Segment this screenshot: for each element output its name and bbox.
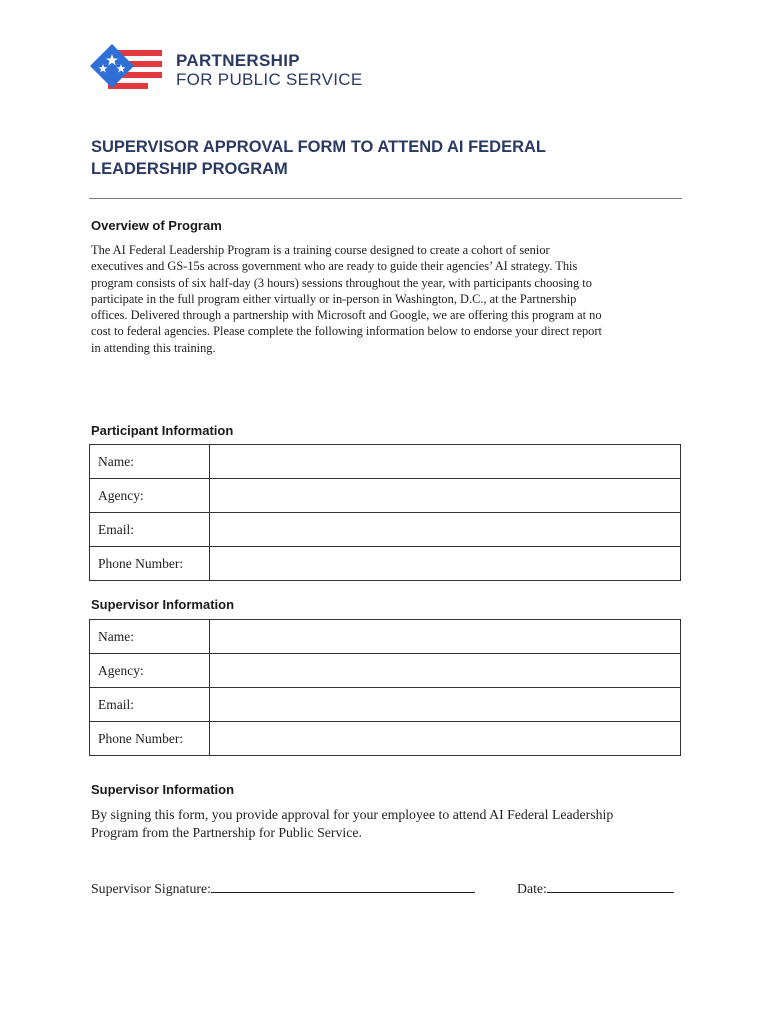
logo-line-2: FOR PUBLIC SERVICE bbox=[176, 70, 363, 89]
form-title-line-1: SUPERVISOR APPROVAL FORM TO ATTEND AI FEDERAL bbox=[91, 138, 547, 156]
overview-paragraph bbox=[91, 242, 681, 356]
supervisor-agency-field[interactable] bbox=[210, 654, 681, 688]
overview-line: participate in the full program either virtually or in-person in Washington, D.C., at the Partnership bbox=[91, 291, 577, 306]
form-title bbox=[91, 136, 651, 180]
signature-label: Supervisor Signature: bbox=[91, 881, 211, 896]
participant-email-field[interactable] bbox=[210, 513, 681, 547]
overview-line: program consists of six half-day (3 hours) sessions throughout the year, with participants choosing to bbox=[91, 275, 592, 290]
participant-phone-label: Phone Number: bbox=[90, 547, 210, 581]
supervisor-email-label: Email: bbox=[90, 688, 210, 722]
title-divider bbox=[89, 198, 682, 199]
date-label: Date: bbox=[517, 881, 547, 896]
participant-agency-field[interactable] bbox=[210, 479, 681, 513]
participant-name-label: Name: bbox=[90, 445, 210, 479]
partnership-logo bbox=[88, 44, 378, 92]
table-row bbox=[90, 479, 681, 513]
table-row bbox=[90, 547, 681, 581]
participant-name-field[interactable] bbox=[210, 445, 681, 479]
approval-line: By signing this form, you provide approval for your employee to attend AI Federal Leadership bbox=[91, 807, 614, 822]
participant-phone-field[interactable] bbox=[210, 547, 681, 581]
approval-line: Program from the Partnership for Public Service. bbox=[91, 825, 362, 840]
approval-heading: Supervisor Information bbox=[91, 782, 235, 797]
table-row bbox=[90, 445, 681, 479]
supervisor-email-field[interactable] bbox=[210, 688, 681, 722]
participant-info-heading: Participant Information bbox=[91, 423, 234, 438]
overview-line: offices. Delivered through a partnership with Microsoft and Google, we are offering this program at no bbox=[91, 308, 602, 323]
participant-info-table bbox=[89, 444, 681, 581]
participant-email-label: Email: bbox=[90, 513, 210, 547]
overview-line: cost to federal agencies. Please complete the following information below to endorse your direct report bbox=[91, 324, 602, 339]
overview-heading: Overview of Program bbox=[91, 218, 222, 233]
table-row bbox=[90, 620, 681, 654]
supervisor-info-table bbox=[89, 619, 681, 756]
supervisor-agency-label: Agency: bbox=[90, 654, 210, 688]
supervisor-name-label: Name: bbox=[90, 620, 210, 654]
table-row bbox=[90, 513, 681, 547]
signature-block bbox=[91, 878, 475, 897]
table-row bbox=[90, 654, 681, 688]
supervisor-phone-field[interactable] bbox=[210, 722, 681, 756]
form-title-line-2: LEADERSHIP PROGRAM bbox=[91, 160, 288, 178]
overview-line: in attending this training. bbox=[91, 340, 216, 355]
table-row bbox=[90, 722, 681, 756]
flag-star-icon bbox=[88, 44, 166, 92]
overview-line: executives and GS-15s across government who are ready to guide their agencies’ AI strategy. This bbox=[91, 259, 578, 274]
signature-line[interactable] bbox=[211, 878, 475, 893]
participant-agency-label: Agency: bbox=[90, 479, 210, 513]
approval-statement bbox=[91, 806, 691, 842]
table-row bbox=[90, 688, 681, 722]
supervisor-name-field[interactable] bbox=[210, 620, 681, 654]
supervisor-info-heading: Supervisor Information bbox=[91, 597, 235, 612]
date-block bbox=[517, 878, 674, 897]
supervisor-phone-label: Phone Number: bbox=[90, 722, 210, 756]
date-line[interactable] bbox=[547, 878, 674, 893]
overview-line: The AI Federal Leadership Program is a training course designed to create a cohort of senior bbox=[91, 243, 550, 257]
logo-line-1: PARTNERSHIP bbox=[176, 51, 300, 70]
